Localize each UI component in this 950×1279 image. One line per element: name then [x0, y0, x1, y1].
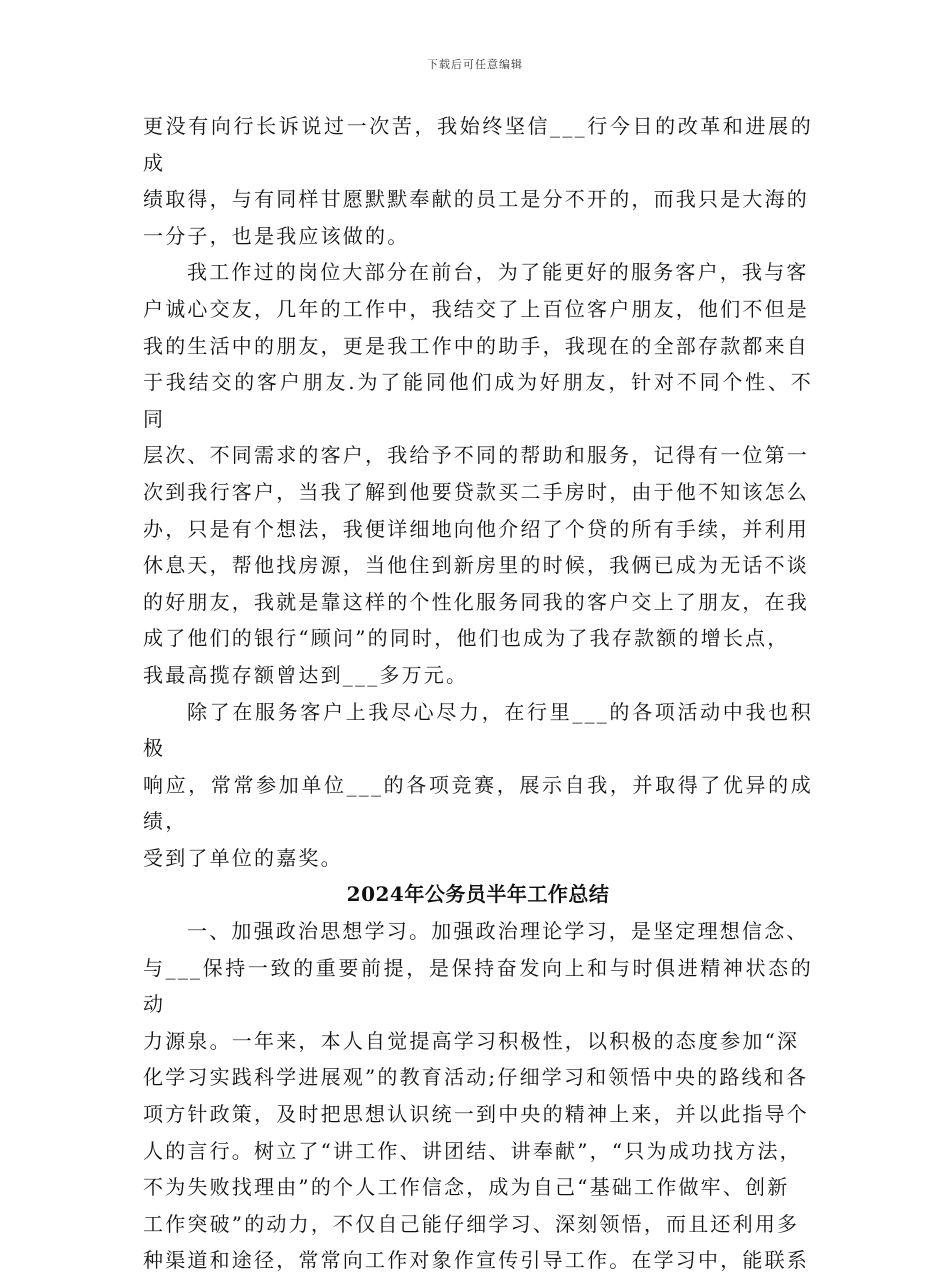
text-line: 休息天，帮他找房源，当他住到新房里的时候，我俩已成为无话不谈 [143, 553, 809, 578]
text-line: 除了在服务客户上我尽心尽力，在行里___的各项活动中我也积极 [143, 699, 813, 761]
text-line: 与___保持一致的重要前提，是保持奋发向上和与时俱进精神状态的动 [143, 955, 813, 1017]
text-line: 我的生活中的朋友，更是我工作中的助手，我现在的全部存款都来自 [143, 333, 809, 358]
text-line: 绩取得，与有同样甘愿默默奉献的员工是分不开的，而我只是大海的 [143, 187, 809, 212]
section-paragraph [143, 913, 813, 1279]
section-title: 2024年公务员半年工作总结 [346, 882, 610, 907]
text-line: 力源泉。一年来，本人自觉提高学习积极性，以积极的态度参加“深 [143, 1028, 800, 1053]
paragraph-3 [143, 694, 813, 877]
text-line: 我最高揽存额曾达到___多万元。 [143, 662, 469, 687]
text-line: 的好朋友，我就是靠这样的个性化服务同我的客户交上了朋友，在我 [143, 589, 809, 614]
page-header: 下载后可任意编辑 [427, 58, 523, 71]
paragraph-1 [143, 108, 813, 254]
text-line: 层次、不同需求的客户，我给予不同的帮助和服务，记得有一位第一 [143, 443, 809, 468]
text-line: 成了他们的银行“顾问”的同时，他们也成为了我存款额的增长点， [143, 626, 790, 651]
text-line: 户诚心交友，几年的工作中，我结交了上百位客户朋友，他们不但是 [143, 296, 809, 321]
text-line: 一、加强政治思想学习。加强政治理论学习，是坚定理想信念、 [187, 919, 809, 944]
text-line: 我工作过的岗位大部分在前台，为了能更好的服务客户，我与客 [187, 260, 809, 285]
text-line: 于我结交的客户朋友.为了能同他们成为好朋友，针对不同个性、不同 [143, 370, 813, 431]
text-line: 人的言行。树立了“讲工作、讲团结、讲奉献”，“只为成功找方法， [143, 1138, 802, 1163]
text-line: 化学习实践科学进展观”的教育活动;仔细学习和领悟中央的路线和各 [143, 1065, 809, 1090]
text-line: 不为失败找理由”的个人工作信念，成为自己“基础工作做牢、创新 [143, 1175, 790, 1200]
text-line: 办，只是有个想法，我便详细地向他介绍了个贷的所有手续，并利用 [143, 516, 809, 541]
text-line: 种渠道和途径，常常向工作对象作宣传引导工作。在学习中，能联系 [143, 1248, 809, 1273]
text-line: 响应，常常参加单位___的各项竞赛，展示自我，并取得了优异的成绩， [143, 772, 813, 834]
text-line: 工作突破”的动力，不仅自己能仔细学习、深刻领悟，而且还利用多 [143, 1211, 800, 1236]
document-body [143, 108, 813, 1279]
text-line: 一分子，也是我应该做的。 [143, 223, 410, 248]
text-line: 项方针政策，及时把思想认识统一到中央的精神上来，并以此指导个 [143, 1102, 809, 1127]
text-line: 次到我行客户，当我了解到他要贷款买二手房时，由于他不知该怎么 [143, 479, 809, 504]
text-line: 受到了单位的嘉奖。 [143, 845, 343, 870]
paragraph-2 [143, 254, 813, 693]
text-line: 更没有向行长诉说过一次苦，我始终坚信___行今日的改革和进展的成 [143, 114, 813, 175]
